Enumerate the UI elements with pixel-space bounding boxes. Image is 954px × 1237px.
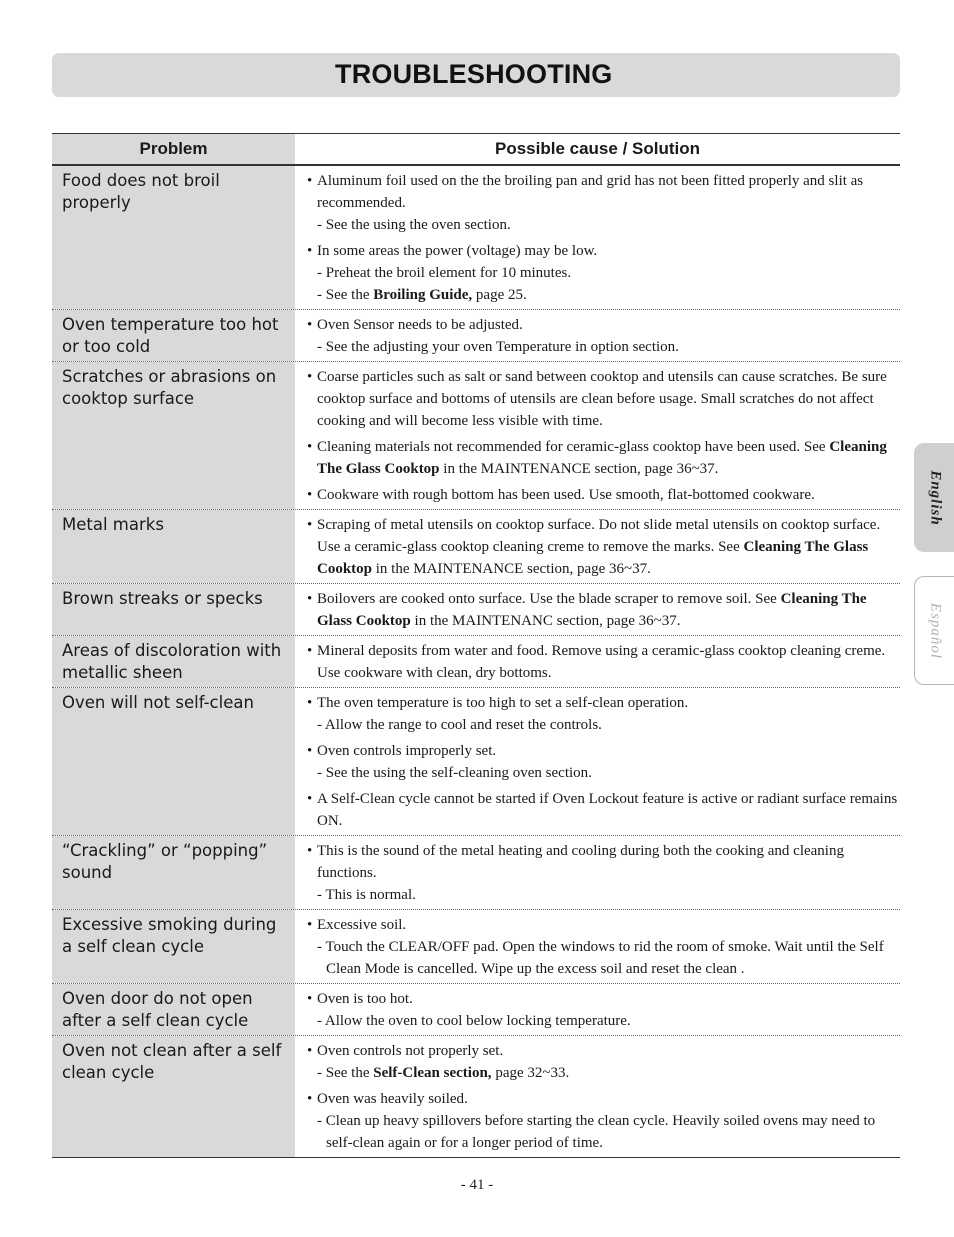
bullet-icon: • bbox=[307, 317, 313, 333]
text-fragment: - See the bbox=[317, 1065, 374, 1081]
problem-cell: Food does not broil properly bbox=[52, 166, 295, 309]
title-bar bbox=[52, 53, 900, 97]
header-problem: Problem bbox=[52, 134, 295, 164]
text-fragment: page 25. bbox=[472, 287, 527, 303]
solution-cell bbox=[295, 584, 900, 635]
cause-text bbox=[317, 640, 900, 684]
cause-text bbox=[317, 170, 900, 214]
text-fragment: Oven is too hot. bbox=[317, 991, 413, 1007]
bullet-icon: • bbox=[307, 439, 313, 455]
cause-text bbox=[317, 1040, 900, 1062]
solution-step bbox=[317, 284, 900, 306]
troubleshooting-table bbox=[52, 133, 900, 1158]
solution-item bbox=[307, 1040, 900, 1084]
table-row bbox=[52, 687, 900, 835]
text-fragment: Oven was heavily soiled. bbox=[317, 1091, 468, 1107]
text-fragment: Scraping of metal utensils on cooktop surface. Do not slide metal utensils on cooktop surface. Use a ceramic-glass cooktop cleaning creme to remove the marks. See bbox=[317, 517, 881, 555]
text-fragment: Oven controls not properly set. bbox=[317, 1043, 504, 1059]
solution-item bbox=[307, 840, 900, 906]
cause-text bbox=[317, 988, 900, 1010]
cause-text bbox=[317, 366, 900, 432]
solution-item bbox=[307, 484, 900, 506]
table-row bbox=[52, 166, 900, 309]
table-row bbox=[52, 309, 900, 361]
solution-item bbox=[307, 914, 900, 980]
solution-item bbox=[307, 588, 900, 632]
text-fragment: Coarse particles such as salt or sand between cooktop and utensils can cause scratches. Be sure cooktop surface and bottoms of utensils are clean before usage. Small scratches do not affect cooking and will become less visible with time. bbox=[317, 369, 887, 429]
solution-cell bbox=[295, 984, 900, 1035]
text-fragment: - Preheat the broil element for 10 minutes. bbox=[317, 265, 572, 281]
bullet-icon: • bbox=[307, 1043, 313, 1059]
bullet-icon: • bbox=[307, 173, 313, 189]
cause-text bbox=[317, 914, 900, 936]
page-title: TROUBLESHOOTING bbox=[335, 59, 613, 89]
text-fragment: The oven temperature is too high to set a self-clean operation. bbox=[317, 695, 689, 711]
solution-item bbox=[307, 740, 900, 784]
solution-cell bbox=[295, 362, 900, 509]
solution-item bbox=[307, 640, 900, 684]
problem-cell: Areas of discoloration with metallic sheen bbox=[52, 636, 295, 687]
table-row bbox=[52, 983, 900, 1035]
table-header bbox=[52, 134, 900, 166]
cause-text bbox=[317, 1088, 900, 1110]
text-fragment: Cookware with rough bottom has been used. Use smooth, flat-bottomed cookware. bbox=[317, 487, 815, 503]
bullet-icon: • bbox=[307, 487, 313, 503]
table-body bbox=[52, 166, 900, 1157]
problem-cell: Oven door do not open after a self clean cycle bbox=[52, 984, 295, 1035]
solution-step bbox=[317, 1010, 900, 1032]
bullet-icon: • bbox=[307, 991, 313, 1007]
text-fragment: page 32~33. bbox=[491, 1065, 570, 1081]
bullet-icon: • bbox=[307, 843, 313, 859]
solution-cell bbox=[295, 310, 900, 361]
tab-espanol[interactable] bbox=[914, 576, 954, 685]
bullet-icon: • bbox=[307, 517, 313, 533]
cause-text bbox=[317, 588, 900, 632]
text-fragment: in the MAINTENANCE section, page 36~37. bbox=[439, 461, 719, 477]
bold-reference: Cleaning The Glass Cooktop bbox=[317, 591, 867, 629]
page-number: - 41 - bbox=[460, 1177, 494, 1193]
solution-cell bbox=[295, 636, 900, 687]
cause-text bbox=[317, 314, 900, 336]
solution-step bbox=[317, 714, 900, 736]
cause-text bbox=[317, 740, 900, 762]
solution-cell bbox=[295, 510, 900, 583]
problem-cell: Oven will not self-clean bbox=[52, 688, 295, 835]
text-fragment: In some areas the power (voltage) may be low. bbox=[317, 243, 598, 259]
problem-cell: Oven temperature too hot or too cold bbox=[52, 310, 295, 361]
text-fragment: Mineral deposits from water and food. Remove using a ceramic-glass cooktop cleaning creme. Use cookware with clean, dry bottoms. bbox=[317, 643, 886, 681]
tab-english-label: English bbox=[927, 469, 943, 526]
solution-cell bbox=[295, 1036, 900, 1157]
solution-cell bbox=[295, 166, 900, 309]
solution-item bbox=[307, 788, 900, 832]
solution-item bbox=[307, 366, 900, 432]
solution-cell bbox=[295, 910, 900, 983]
text-fragment: - See the bbox=[317, 287, 374, 303]
table-row bbox=[52, 361, 900, 509]
bold-reference: Self-Clean section, bbox=[373, 1065, 492, 1081]
problem-cell: Excessive smoking during a self clean cycle bbox=[52, 910, 295, 983]
solution-item bbox=[307, 514, 900, 580]
problem-cell: Brown streaks or specks bbox=[52, 584, 295, 635]
cause-text bbox=[317, 788, 900, 832]
table-row bbox=[52, 509, 900, 583]
text-fragment: - See the using the self-cleaning oven section. bbox=[317, 765, 592, 781]
text-fragment: in the MAINTENANCE section, page 36~37. bbox=[372, 561, 651, 577]
cause-text bbox=[317, 840, 900, 884]
bold-reference: Broiling Guide, bbox=[373, 287, 473, 303]
problem-cell: Metal marks bbox=[52, 510, 295, 583]
cause-text bbox=[317, 240, 900, 262]
text-fragment: A Self-Clean cycle cannot be started if Oven Lockout feature is active or radiant surface remains ON. bbox=[317, 791, 898, 829]
bullet-icon: • bbox=[307, 243, 313, 259]
solution-step bbox=[317, 762, 900, 784]
solution-step bbox=[317, 336, 900, 358]
tab-english[interactable] bbox=[914, 443, 954, 552]
text-fragment: - See the adjusting your oven Temperature in option section. bbox=[317, 339, 679, 355]
header-solution: Possible cause / Solution bbox=[495, 139, 700, 158]
solution-step bbox=[317, 1110, 900, 1154]
table-row bbox=[52, 835, 900, 909]
table-row bbox=[52, 583, 900, 635]
solution-step bbox=[317, 1062, 900, 1084]
bullet-icon: • bbox=[307, 791, 313, 807]
text-fragment: Excessive soil. bbox=[317, 917, 407, 933]
bullet-icon: • bbox=[307, 695, 313, 711]
cause-text bbox=[317, 692, 900, 714]
text-fragment: Boilovers are cooked onto surface. Use the blade scraper to remove soil. See bbox=[317, 591, 781, 607]
solution-step bbox=[317, 884, 900, 906]
solution-item bbox=[307, 692, 900, 736]
table-row bbox=[52, 909, 900, 983]
bold-reference: Cleaning The Glass Cooktop bbox=[317, 439, 887, 477]
solution-cell bbox=[295, 688, 900, 835]
bullet-icon: • bbox=[307, 643, 313, 659]
solution-item bbox=[307, 170, 900, 236]
tab-espanol-label: Español bbox=[927, 602, 943, 659]
text-fragment: in the MAINTENANC section, page 36~37. bbox=[410, 613, 681, 629]
text-fragment: Cleaning materials not recommended for ceramic-glass cooktop have been used. See bbox=[317, 439, 830, 455]
bullet-icon: • bbox=[307, 743, 313, 759]
problem-cell: Scratches or abrasions on cooktop surface bbox=[52, 362, 295, 509]
problem-cell: Oven not clean after a self clean cycle bbox=[52, 1036, 295, 1157]
text-fragment: - This is normal. bbox=[317, 887, 416, 903]
text-fragment: - Allow the range to cool and reset the controls. bbox=[317, 717, 602, 733]
bullet-icon: • bbox=[307, 591, 313, 607]
text-fragment: - Allow the oven to cool below locking temperature. bbox=[317, 1013, 631, 1029]
solution-item bbox=[307, 436, 900, 480]
table-row bbox=[52, 635, 900, 687]
text-fragment: This is the sound of the metal heating and cooling during both the cooking and cleaning functions. bbox=[317, 843, 844, 881]
text-fragment: Oven controls improperly set. bbox=[317, 743, 497, 759]
text-fragment: - Touch the CLEAR/OFF pad. Open the windows to rid the room of smoke. Wait until the Self Clean Mode is cancelled. Wipe up the excess soil and reset the clean . bbox=[317, 939, 884, 977]
bullet-icon: • bbox=[307, 917, 313, 933]
bullet-icon: • bbox=[307, 1091, 313, 1107]
table-row bbox=[52, 1035, 900, 1157]
solution-step bbox=[317, 936, 900, 980]
text-fragment: Aluminum foil used on the the broiling pan and grid has not been fitted properly and slit as recommended. bbox=[317, 173, 864, 211]
solution-item bbox=[307, 240, 900, 306]
problem-cell: “Crackling” or “popping” sound bbox=[52, 836, 295, 909]
cause-text bbox=[317, 484, 900, 506]
solution-item bbox=[307, 988, 900, 1032]
bold-reference: Cleaning The Glass Cooktop bbox=[317, 539, 869, 577]
solution-item bbox=[307, 314, 900, 358]
cause-text bbox=[317, 436, 900, 480]
text-fragment: - See the using the oven section. bbox=[317, 217, 511, 233]
text-fragment: Oven Sensor needs to be adjusted. bbox=[317, 317, 523, 333]
solution-step bbox=[317, 214, 900, 236]
cause-text bbox=[317, 514, 900, 580]
solution-cell bbox=[295, 836, 900, 909]
bullet-icon: • bbox=[307, 369, 313, 385]
solution-item bbox=[307, 1088, 900, 1154]
solution-step bbox=[317, 262, 900, 284]
text-fragment: - Clean up heavy spillovers before starting the clean cycle. Heavily soiled ovens may need to self-clean again or for a longer period of time. bbox=[317, 1113, 876, 1151]
